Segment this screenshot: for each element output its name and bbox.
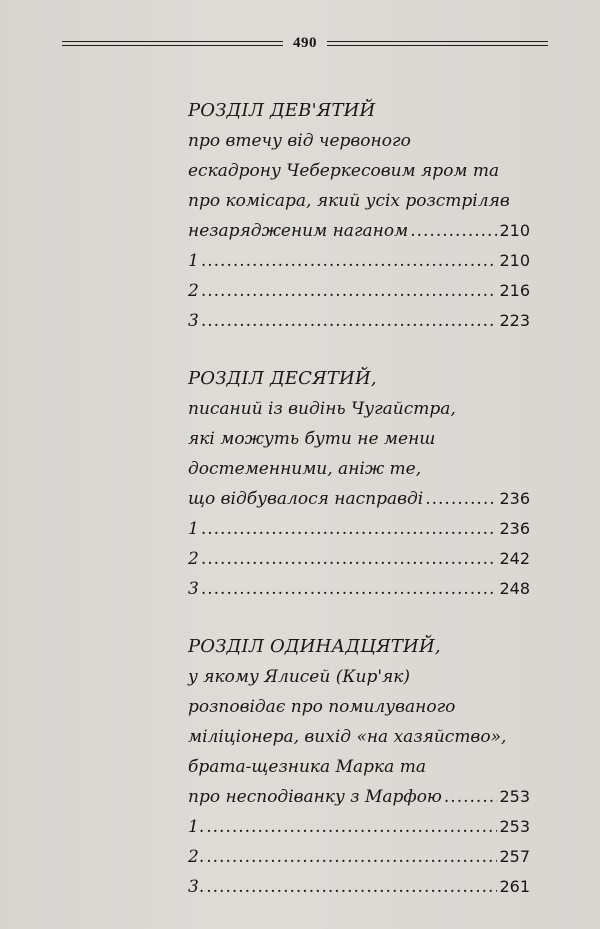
section-page-number: 236	[499, 519, 530, 538]
chapter-title: РОЗДІЛ ДЕСЯТИЙ,	[188, 368, 377, 389]
chapter-9	[188, 96, 530, 336]
running-head	[62, 33, 548, 53]
page-number: 490	[293, 34, 317, 51]
section-entry	[188, 872, 530, 902]
chapter-entry	[188, 484, 530, 514]
section-label: 1.	[188, 817, 205, 837]
section-page-number: 223	[499, 311, 530, 330]
chapter-entry	[188, 216, 530, 246]
chapter-page-number: 236	[499, 489, 530, 508]
chapter-description-line: розповідає про помилуваного	[188, 697, 456, 717]
chapter-10	[188, 364, 530, 604]
chapter-title: РОЗДІЛ ДЕВ'ЯТИЙ	[188, 100, 376, 121]
chapter-page-number: 253	[499, 787, 530, 806]
section-entry	[188, 544, 530, 574]
section-page-number: 248	[499, 579, 530, 598]
section-entry	[188, 276, 530, 306]
leader-dots	[410, 216, 497, 246]
section-entry	[188, 306, 530, 336]
section-page-number: 242	[499, 549, 530, 568]
chapter-page-number: 210	[499, 221, 530, 240]
section-page-number: 253	[499, 817, 530, 836]
leader-dots	[201, 544, 498, 574]
section-label: 2	[188, 281, 199, 301]
table-of-contents	[188, 96, 530, 929]
chapter-description-line: у якому Ялисей (Кир'як)	[188, 667, 411, 687]
leader-dots	[201, 574, 498, 604]
header-rule-left	[62, 41, 283, 46]
section-page-number: 261	[499, 877, 530, 896]
chapter-entry-text: про несподіванку з Марфою	[188, 787, 442, 807]
chapter-description-line: ескадрону Чеберкесовим яром та	[188, 161, 500, 181]
section-label: 2.	[188, 847, 205, 867]
section-entry	[188, 574, 530, 604]
section-label: 1	[188, 251, 199, 271]
section-label: 3	[188, 311, 199, 331]
section-label: 2	[188, 549, 199, 569]
leader-dots	[444, 782, 498, 812]
section-label: 1	[188, 519, 199, 539]
section-page-number: 216	[499, 281, 530, 300]
section-label: 3	[188, 579, 199, 599]
section-entry	[188, 812, 530, 842]
section-page-number: 210	[499, 251, 530, 270]
section-entry	[188, 514, 530, 544]
leader-dots	[425, 484, 497, 514]
chapter-description-line: брата-щезника Марка та	[188, 757, 426, 777]
leader-dots	[206, 872, 497, 902]
leader-dots	[201, 246, 498, 276]
chapter-description-line: міліціонера, вихід «на хазяйство»,	[188, 727, 507, 747]
leader-dots	[206, 812, 497, 842]
section-label: 3.	[188, 877, 205, 897]
section-entry	[188, 246, 530, 276]
section-page-number: 257	[499, 847, 530, 866]
chapter-entry	[188, 782, 530, 812]
leader-dots	[201, 276, 498, 306]
chapter-entry-text: що відбувалося насправді	[188, 489, 424, 509]
chapter-description-line: які можуть бути не менш	[188, 429, 436, 449]
chapter-description-line: писаний із видінь Чугайстра,	[188, 399, 456, 419]
chapter-description-line: про втечу від червоного	[188, 131, 411, 151]
leader-dots	[201, 514, 498, 544]
chapter-description-line: про комісара, який усіх розстріляв	[188, 191, 510, 211]
chapter-11	[188, 632, 530, 902]
leader-dots	[201, 306, 498, 336]
leader-dots	[206, 842, 497, 872]
chapter-title: РОЗДІЛ ОДИНАДЦЯТИЙ,	[188, 636, 441, 657]
chapter-entry-text: незарядженим наганом	[188, 221, 409, 241]
chapter-description-line: достеменними, аніж те,	[188, 459, 422, 479]
section-entry	[188, 842, 530, 872]
header-rule-right	[327, 41, 548, 46]
